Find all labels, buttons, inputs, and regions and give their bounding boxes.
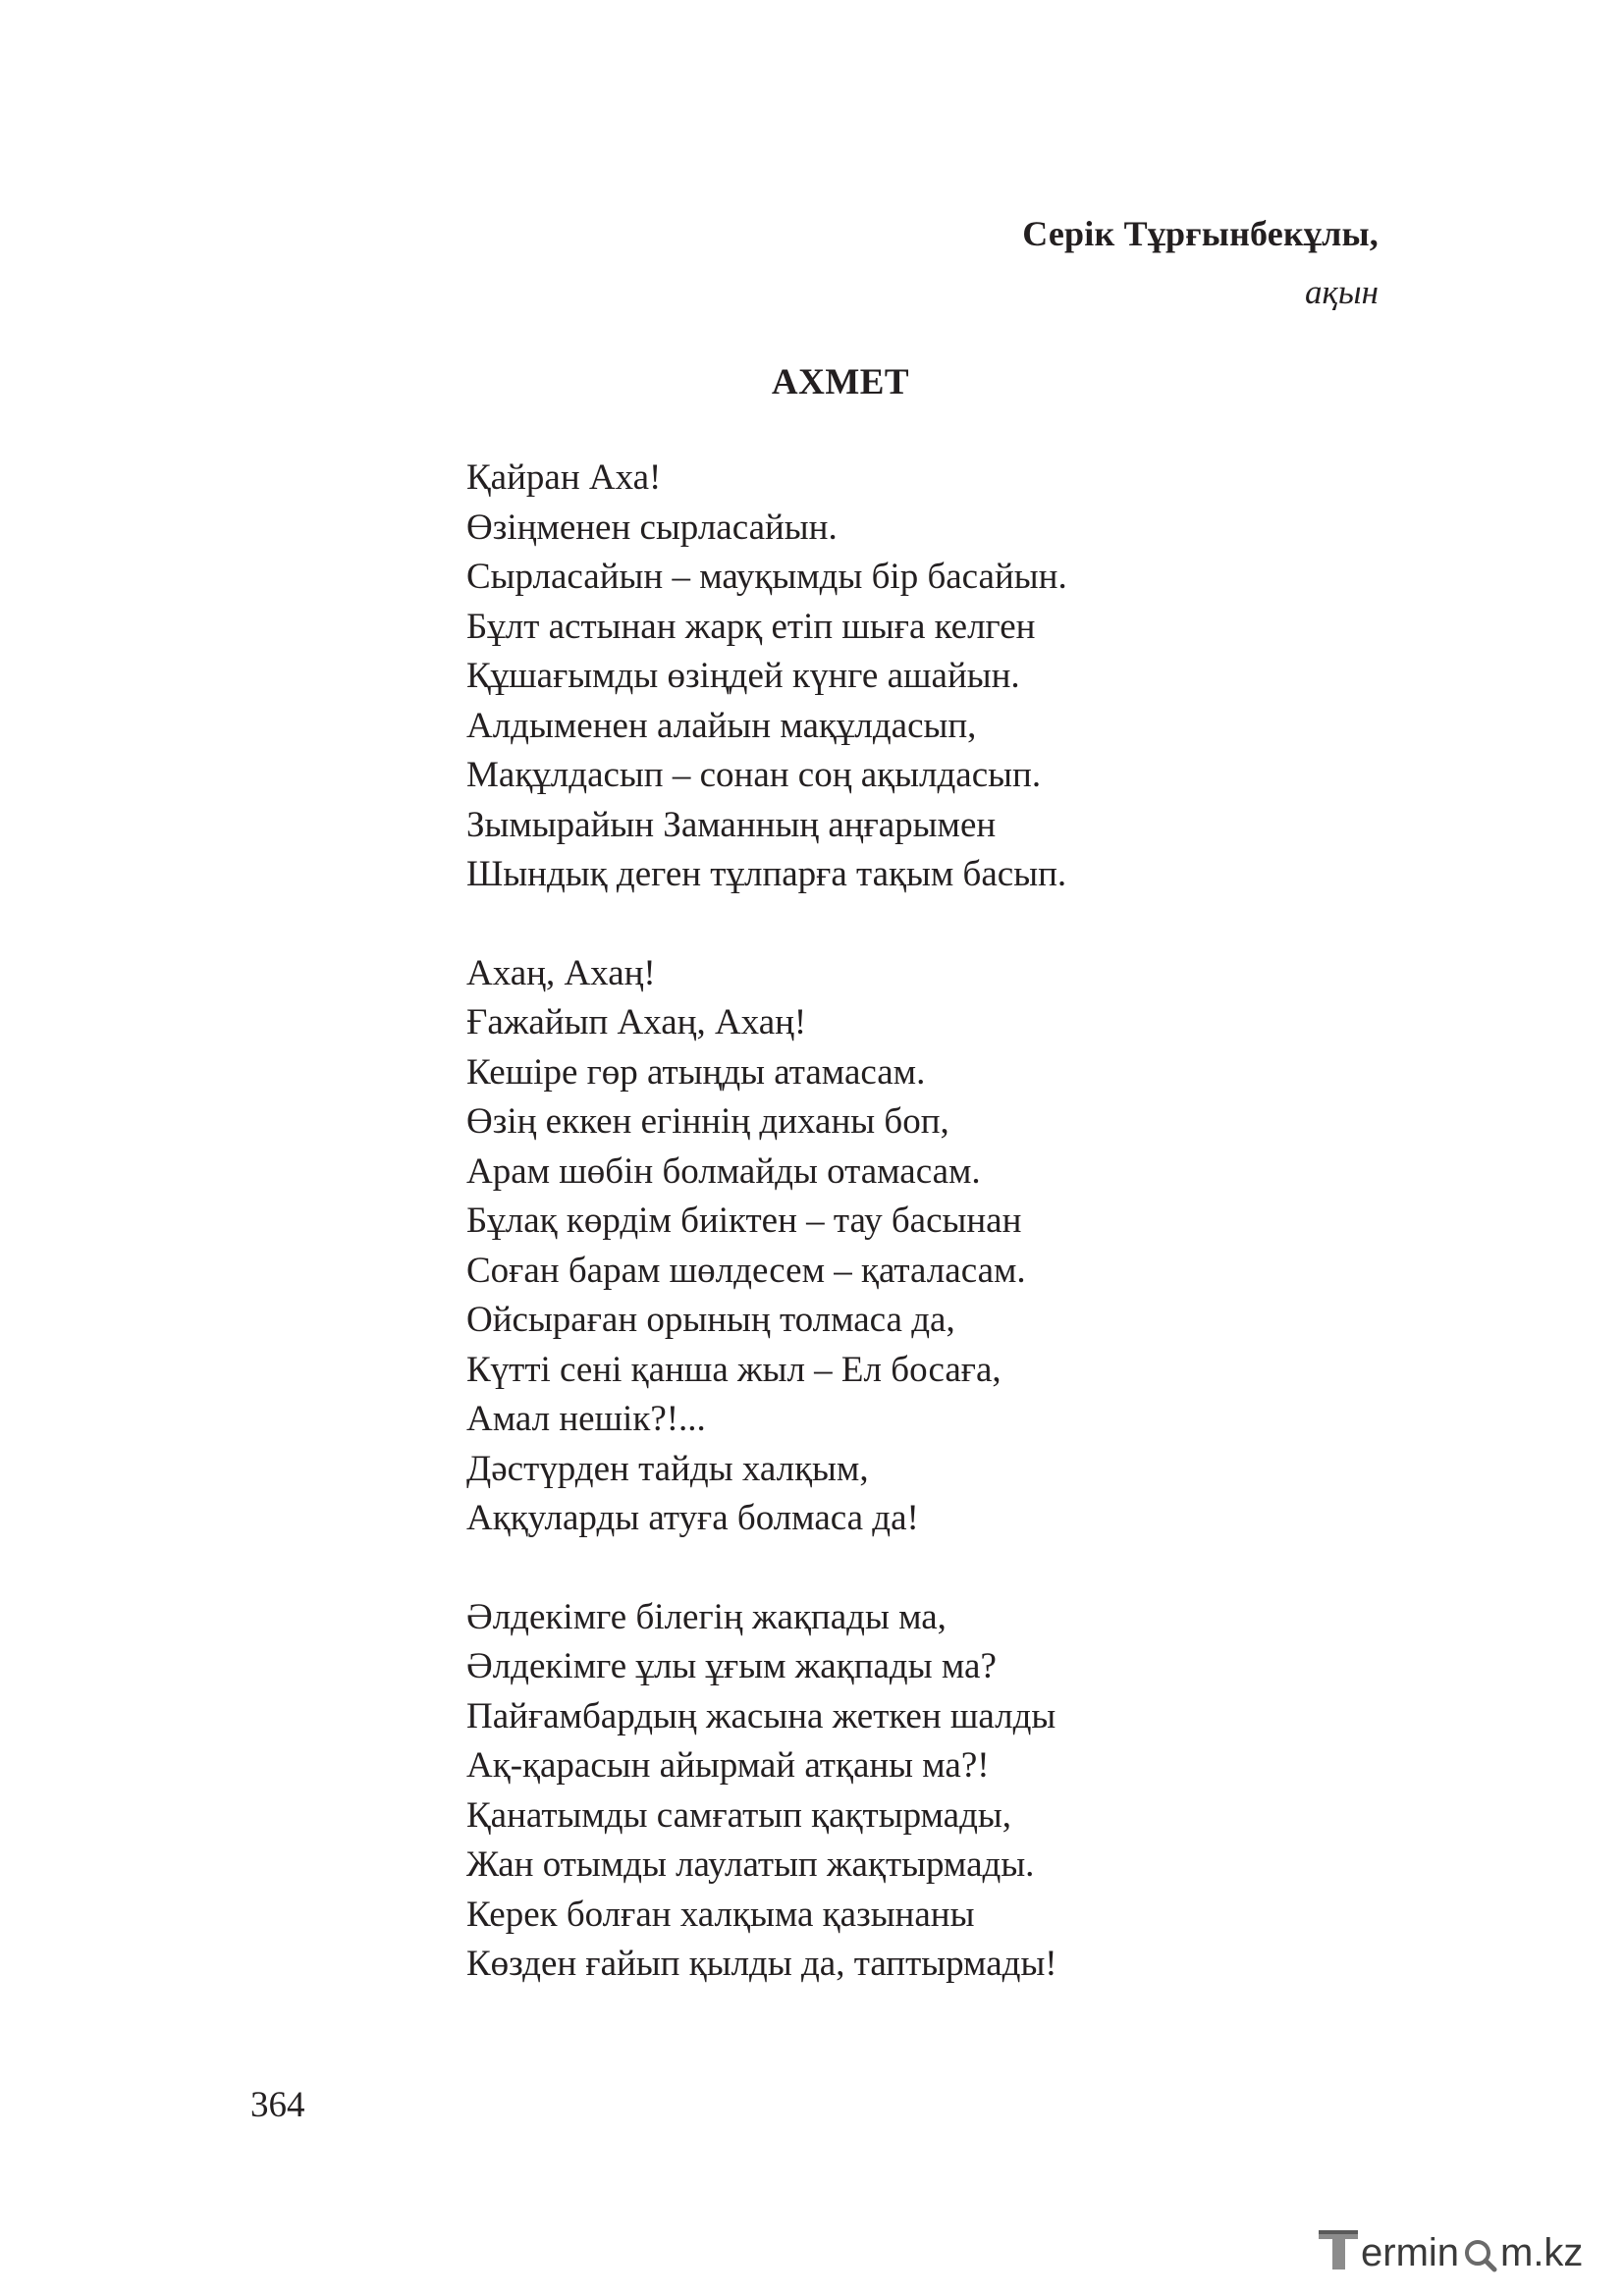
poem-line: Өзіңменен сырласайын. [466, 507, 838, 548]
poem-line: Сырласайын – мауқымды бір басайын. [466, 557, 1067, 597]
poem-body [466, 454, 1067, 1990]
svg-text:m.kz: m.kz [1500, 2231, 1584, 2274]
poem-line: Көзден ғайып қылды да, таптырмады! [466, 1944, 1057, 1984]
poem-line: Бұлақ көрдім биіктен – тау басынан [466, 1201, 1022, 1241]
stanza-2 [466, 949, 1067, 1544]
poem-line: Алдыменен алайын мақұлдасып, [466, 705, 977, 746]
poem-line: Ахаң, Ахаң! [466, 952, 656, 993]
poem-line: Бұлт астынан жарқ етіп шыға келген [466, 606, 1036, 647]
poem-line: Күтті сені қанша жыл – Ел босаға, [466, 1349, 1001, 1390]
stanza-3 [466, 1593, 1067, 1990]
poem-line: Әлдекімге білегің жақпады ма, [466, 1596, 947, 1637]
poem-line: Соған барам шөлдесем – қаталасам. [466, 1250, 1026, 1291]
page-number: 364 [250, 2085, 305, 2125]
poem-title: АХМЕТ [771, 362, 910, 402]
poem-line: Зымырайын Заманның аңғарымен [466, 804, 997, 845]
poem-line: Қайран Аха! [466, 457, 662, 498]
termincom-logo-icon [1316, 2226, 1600, 2275]
poem-line: Ақ-қарасын айырмай атқаны ма?! [466, 1745, 990, 1786]
poem-line: Кешіре гөр атыңды атамасам. [466, 1051, 926, 1093]
poem-line: Қанатымды самғатып қақтырмады, [466, 1794, 1012, 1836]
poem-line: Аққуларды атуға болмаса да! [466, 1498, 919, 1538]
stanza-1 [466, 454, 1067, 900]
poem-line: Ойсыраған орының толмаса да, [466, 1300, 955, 1340]
author-role: ақын [1305, 273, 1379, 311]
poem-line: Шындық деген тұлпарға тақым басып. [466, 854, 1067, 894]
poem-line: Арам шөбін болмайды отамасам. [466, 1150, 981, 1192]
svg-text:ermin: ermin [1361, 2231, 1460, 2274]
poem-line: Ғажайып Ахаң, Ахаң! [466, 1002, 807, 1042]
author-name: Серік Тұрғынбекұлы, [1022, 214, 1379, 253]
poem-line: Пайғамбардың жасына жеткен шалды [466, 1695, 1056, 1736]
poem-line: Құшағымды өзіңдей күнге ашайын. [466, 656, 1020, 696]
poem-line: Өзің еккен егіннің диханы боп, [466, 1101, 949, 1142]
poem-line: Дәстүрден тайды халқым, [466, 1448, 869, 1489]
poem-line: Керек болған халқыма қазынаны [466, 1894, 975, 1935]
poem-line: Мақұлдасып – сонан соң ақылдасып. [466, 755, 1042, 795]
termincom-logo-icon [1316, 2226, 1600, 2275]
poem-line: Жан отымды лаулатып жақтырмады. [466, 1844, 1035, 1885]
poem-line: Әлдекімге ұлы ұғым жақпады ма? [466, 1646, 997, 1686]
poem-line: Амал нешік?!... [466, 1399, 706, 1439]
author-block [1022, 204, 1379, 322]
